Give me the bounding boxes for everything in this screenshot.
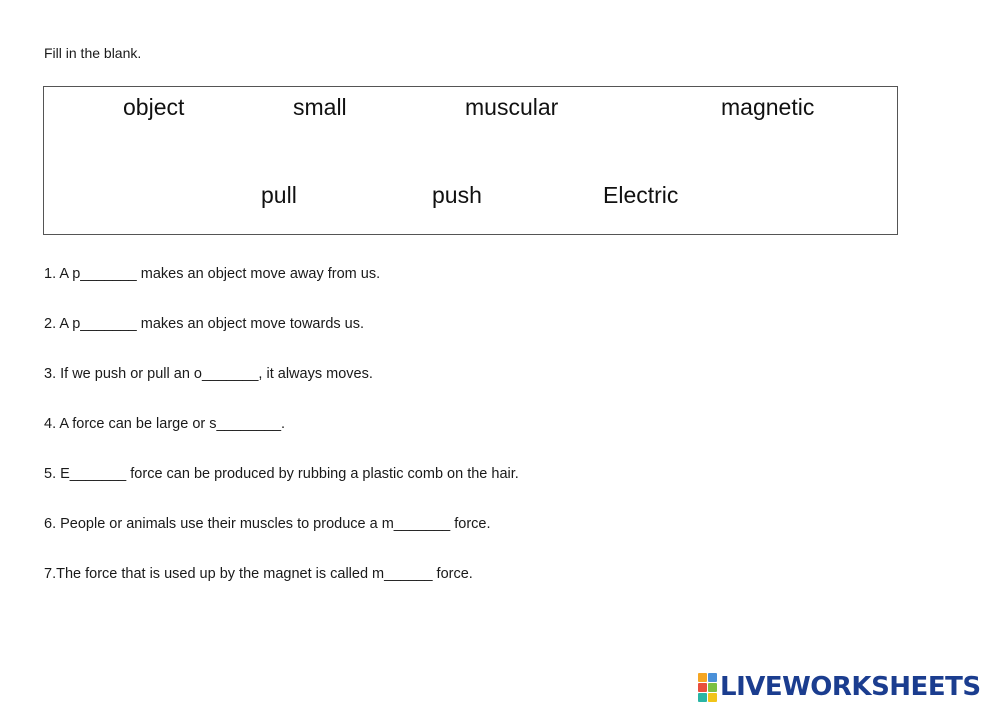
logo-block	[708, 683, 717, 692]
question-4: 4. A force can be large or s________.	[44, 416, 286, 432]
logo-block	[708, 693, 717, 702]
logo-block	[698, 673, 707, 682]
word-bank-word: Electric	[603, 182, 679, 208]
question-list	[44, 264, 519, 614]
word-bank-word: small	[293, 94, 347, 120]
word-bank-word: muscular	[465, 94, 559, 120]
question-1: 1. A p_______ makes an object move away from us.	[44, 266, 381, 282]
question-3: 3. If we push or pull an o_______, it always moves.	[44, 366, 373, 382]
question-7: 7.The force that is used up by the magnet is called m______ force.	[44, 566, 473, 582]
question-6: 6. People or animals use their muscles to produce a m_______ force.	[44, 516, 491, 532]
word-bank-box	[43, 86, 898, 235]
logo-blocks-icon	[698, 673, 717, 702]
word-bank-word: object	[123, 94, 185, 120]
logo-text: LIVEWORKSHEETS	[720, 672, 981, 702]
instruction-text: Fill in the blank.	[44, 45, 142, 61]
logo-block	[698, 693, 707, 702]
word-bank-word: pull	[261, 182, 297, 208]
logo-block	[698, 683, 707, 692]
word-bank-word: magnetic	[721, 94, 815, 120]
logo-block	[708, 673, 717, 682]
word-bank-word: push	[432, 182, 482, 208]
liveworksheets-logo	[698, 673, 981, 701]
question-2: 2. A p_______ makes an object move towards us.	[44, 316, 365, 332]
question-5: 5. E_______ force can be produced by rubbing a plastic comb on the hair.	[44, 466, 519, 482]
